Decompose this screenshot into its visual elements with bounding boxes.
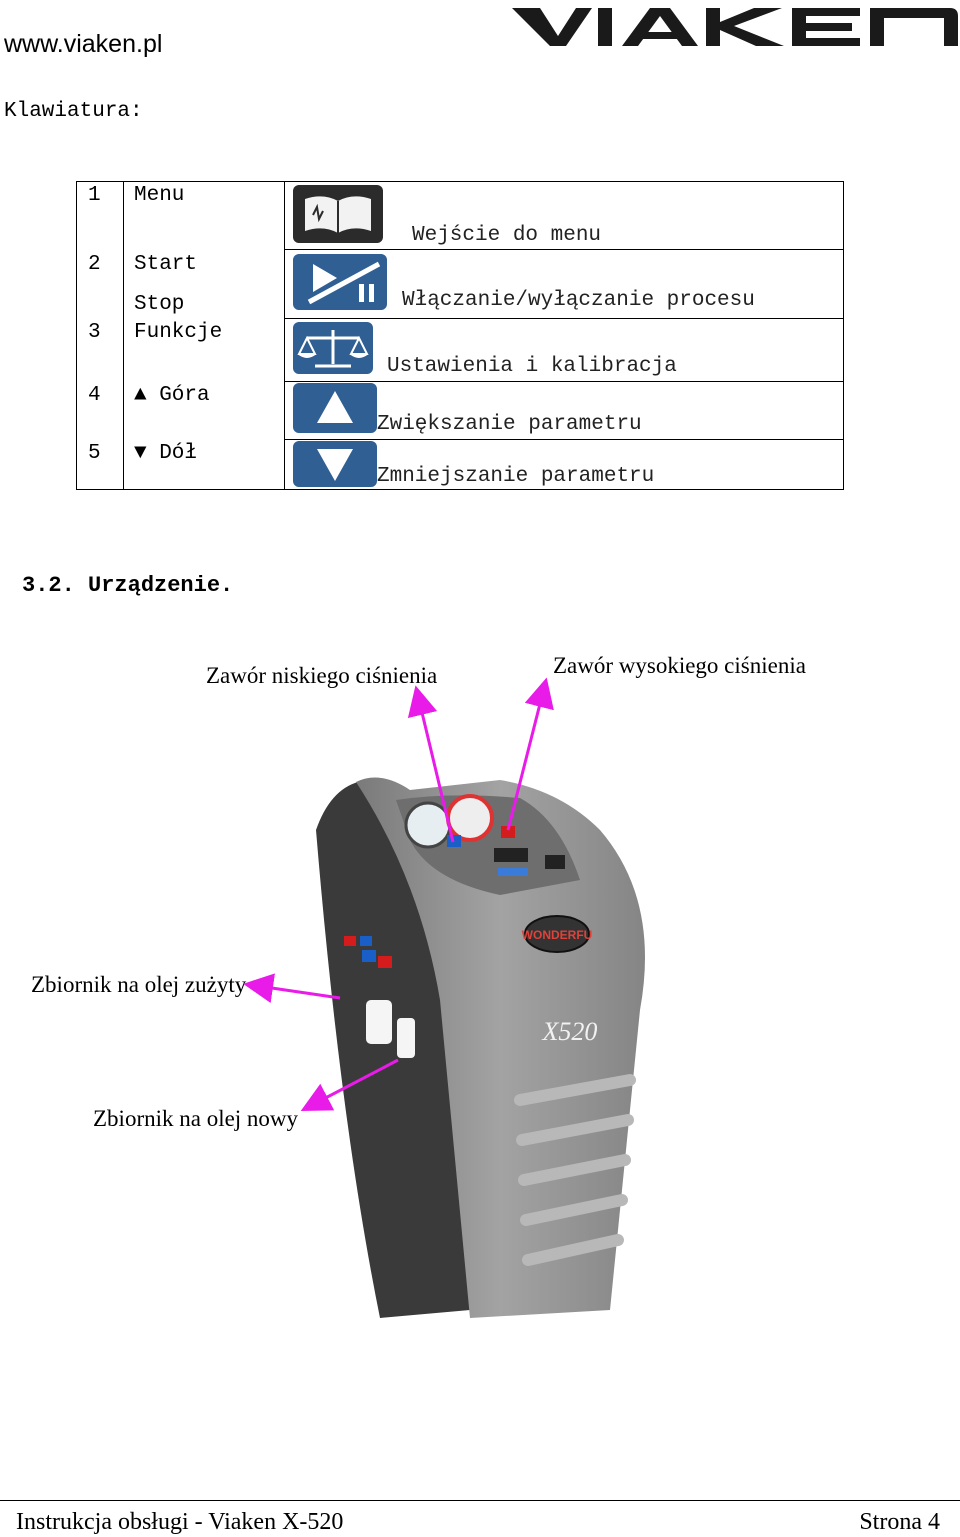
row-divider [284, 318, 843, 319]
key-description: Zmniejszanie parametru [377, 465, 655, 488]
key-description: Zwiększanie parametru [377, 413, 642, 436]
page-number: Strona 4 [859, 1509, 940, 1535]
row-divider [284, 439, 843, 440]
ac-service-machine-image [0, 640, 960, 1340]
keyboard-title: Klawiatura: [4, 100, 143, 123]
high-pressure-valve-label: Zawór wysokiego ciśnienia [553, 653, 806, 678]
key-description: Ustawienia i kalibracja [387, 355, 677, 378]
viaken-logo [510, 2, 960, 48]
row-divider [284, 249, 843, 250]
footer-title: Instrukcja obsługi - Viaken X-520 [16, 1509, 344, 1535]
model-label: X520 [542, 1017, 598, 1046]
key-name: Funkcje [134, 321, 223, 344]
key-name: ▲ Góra [134, 384, 210, 407]
key-name: ▼ Dół [134, 442, 198, 465]
key-description: Włączanie/wyłączanie procesu [402, 289, 755, 312]
used-oil-tank-label: Zbiornik na olej zużyty [31, 972, 247, 997]
used-oil-arrow [258, 986, 340, 998]
page-footer [0, 1500, 960, 1537]
column-divider [284, 182, 285, 489]
low-pressure-valve-label: Zawór niskiego ciśnienia [206, 663, 438, 688]
key-name-secondary: Stop [134, 293, 185, 316]
row-divider [284, 381, 843, 382]
new-oil-tank-label: Zbiornik na olej nowy [93, 1106, 299, 1131]
site-url[interactable]: www.viaken.pl [4, 30, 163, 58]
book-icon[interactable] [293, 185, 383, 243]
brand-badge: WONDERFU [521, 928, 593, 942]
key-name: Menu [134, 184, 185, 207]
row-number: 1 [88, 184, 101, 207]
scales-icon[interactable] [293, 322, 373, 374]
row-number: 3 [88, 321, 101, 344]
play-pause-icon[interactable] [293, 254, 387, 310]
row-number: 5 [88, 442, 101, 465]
key-description: Wejście do menu [412, 224, 602, 247]
keyboard-table [76, 181, 844, 490]
arrow-down-icon[interactable] [293, 441, 377, 487]
row-number: 4 [88, 384, 101, 407]
column-divider [123, 182, 124, 489]
key-name: Start [134, 253, 198, 276]
section-heading: 3.2. Urządzenie. [22, 573, 234, 598]
row-number: 2 [88, 253, 101, 276]
arrow-up-icon[interactable] [293, 383, 377, 433]
